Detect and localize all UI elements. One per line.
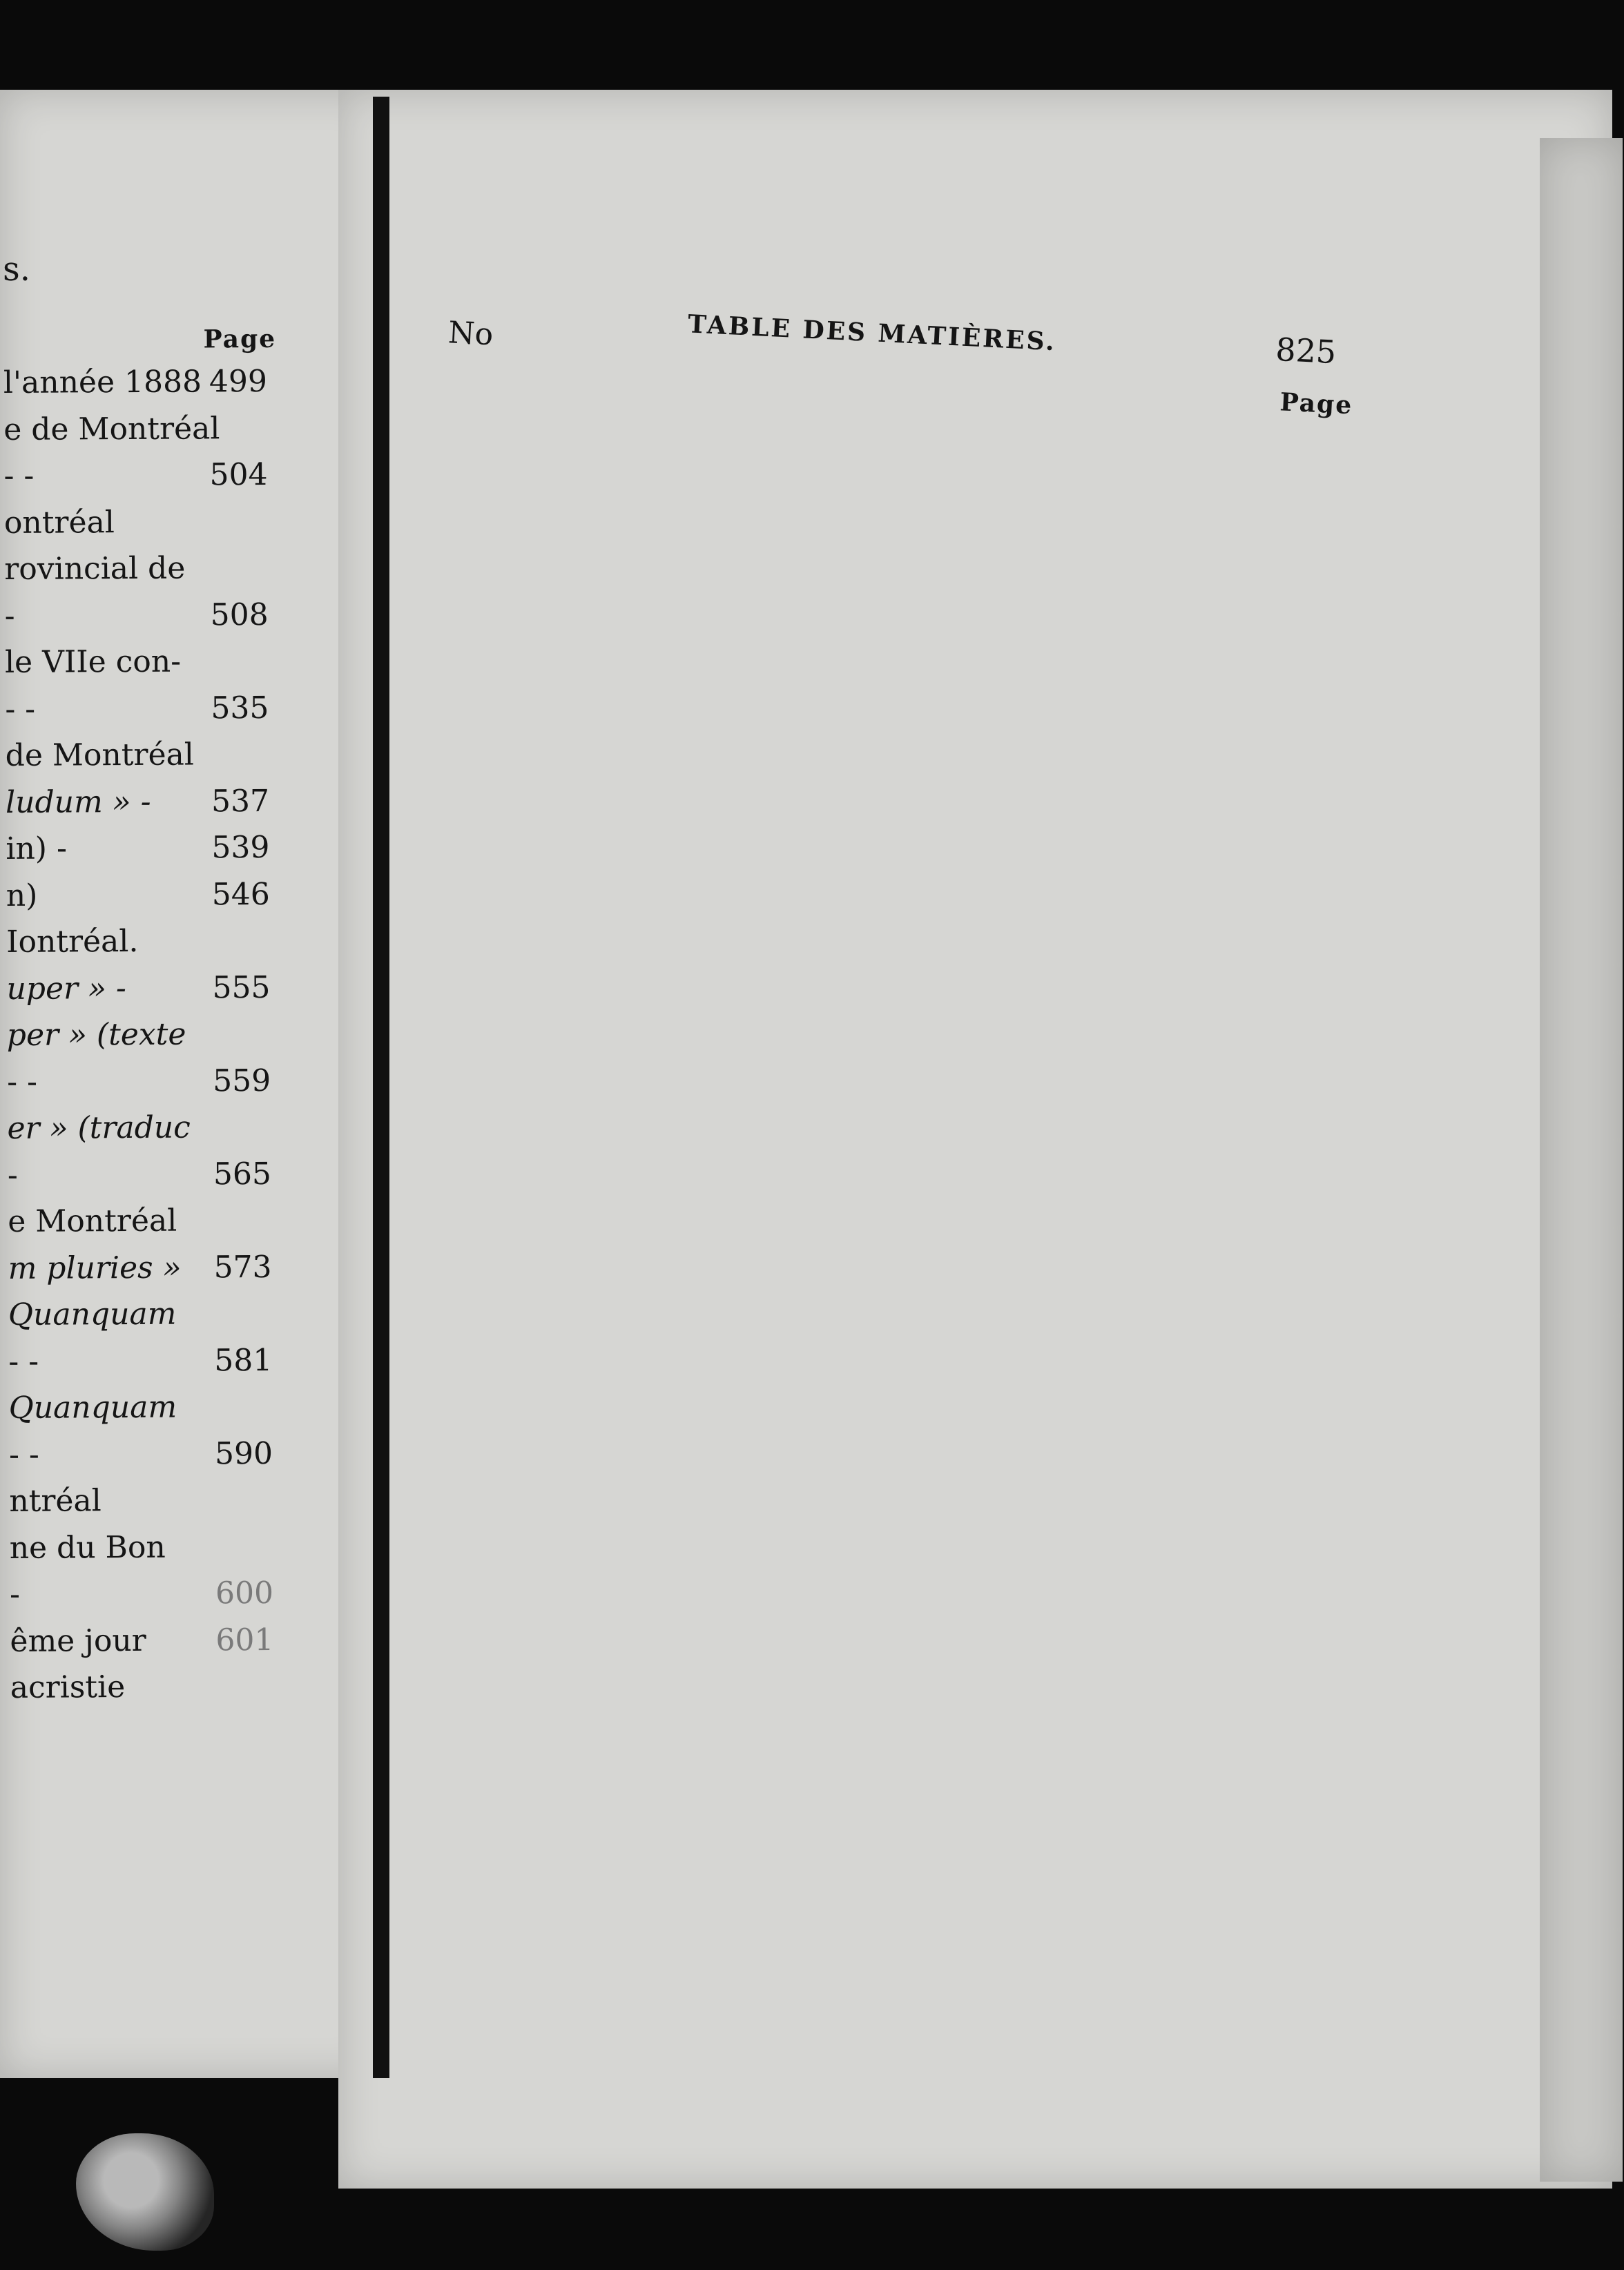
left-row-text: uper » - bbox=[6, 970, 126, 1007]
left-row-text: le VIIe con- bbox=[4, 643, 182, 680]
left-row-text: er » (traduc bbox=[7, 1109, 191, 1146]
left-row-text: n) bbox=[6, 877, 38, 913]
left-row-text: m pluries » bbox=[8, 1250, 182, 1286]
left-row-text: - bbox=[4, 598, 15, 634]
right-page bbox=[338, 90, 1612, 2189]
book-spine bbox=[373, 97, 389, 2078]
left-row-page: 573 bbox=[213, 1249, 272, 1285]
left-row-text: - - bbox=[3, 458, 35, 494]
left-row-page: 601 bbox=[215, 1622, 274, 1658]
left-row-text: de Montréal bbox=[5, 737, 195, 773]
left-row-text: l'année 1888 bbox=[3, 364, 202, 400]
running-head: TABLE DES MATIÈRES. bbox=[687, 309, 1057, 357]
left-row-text: e de Montréal bbox=[3, 410, 220, 447]
left-row-text: e Montréal bbox=[8, 1203, 177, 1239]
left-row-page: 565 bbox=[213, 1156, 272, 1192]
left-row-text: ne du Bon bbox=[9, 1529, 166, 1566]
left-row-text: Iontréal. bbox=[6, 923, 139, 960]
left-row-text: Quanquam bbox=[8, 1296, 177, 1332]
left-row-page: 581 bbox=[214, 1342, 273, 1378]
left-row-page: 600 bbox=[215, 1575, 274, 1611]
left-row-text: - - bbox=[8, 1437, 39, 1473]
left-row-page: 535 bbox=[211, 690, 269, 726]
no-label: No bbox=[447, 315, 494, 353]
left-row-page: 590 bbox=[214, 1435, 273, 1471]
left-row-page: 539 bbox=[211, 829, 270, 866]
right-page-col-label: Page bbox=[1279, 387, 1354, 420]
left-row-text: - bbox=[9, 1576, 21, 1612]
left-row-page: 537 bbox=[211, 783, 270, 819]
left-row-text: Quanquam bbox=[8, 1389, 177, 1426]
left-row-page: 504 bbox=[209, 456, 268, 493]
left-row-text: per » (texte bbox=[6, 1016, 186, 1053]
left-row-text: acristie bbox=[10, 1669, 126, 1705]
left-row-text: in) - bbox=[6, 831, 68, 866]
left-row-text: - - bbox=[5, 691, 36, 727]
stain-mark bbox=[76, 2133, 214, 2251]
left-row-page: 508 bbox=[210, 596, 269, 632]
left-page-col-label: Page bbox=[203, 324, 277, 354]
left-row-text: ntréal bbox=[9, 1483, 102, 1519]
left-row-text: ontréal bbox=[3, 504, 115, 541]
left-row-page: 555 bbox=[212, 969, 271, 1005]
left-row-page: 546 bbox=[211, 876, 270, 912]
page-number: 825 bbox=[1275, 330, 1337, 371]
page-edges bbox=[1540, 138, 1623, 2182]
left-row-text: - - bbox=[8, 1343, 39, 1379]
left-row-text: ludum » - bbox=[5, 784, 151, 820]
left-header-fragment: s. bbox=[2, 249, 31, 289]
left-row-text: - - bbox=[7, 1064, 38, 1100]
left-row-page: 499 bbox=[209, 363, 268, 400]
left-row-text: - bbox=[7, 1157, 18, 1193]
left-row-text: ême jour bbox=[10, 1622, 146, 1659]
left-row-text: rovincial de bbox=[4, 550, 186, 587]
left-row-page: 559 bbox=[213, 1063, 271, 1098]
